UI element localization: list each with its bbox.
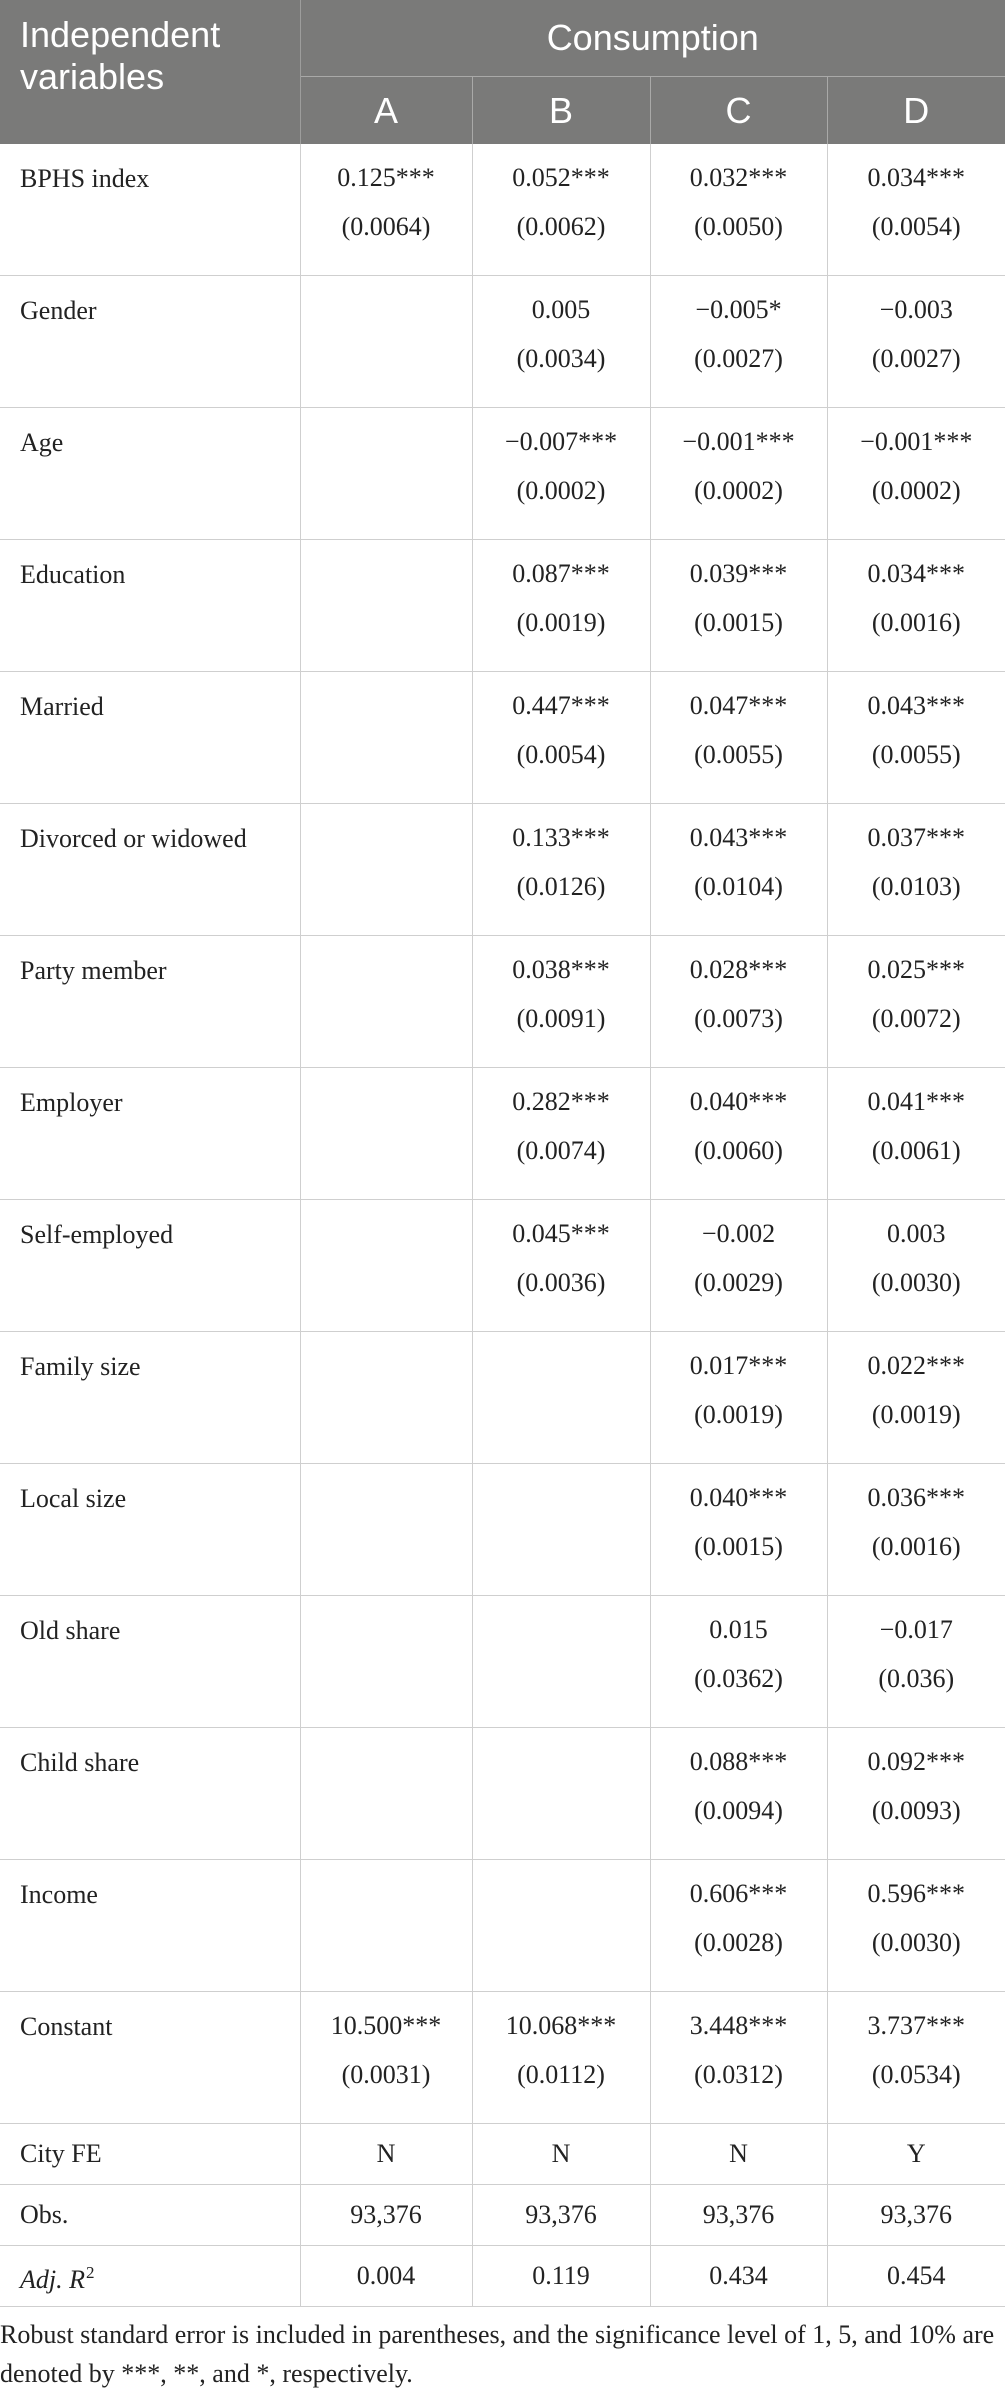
coefficient: 0.034*** (828, 164, 1005, 192)
standard-error: (0.0019) (828, 1401, 1005, 1429)
coefficient: 0.045*** (473, 1220, 650, 1248)
row-label: Obs. (0, 2185, 300, 2246)
table-row (0, 1860, 1005, 1992)
table-cell-d (827, 936, 1005, 1068)
table-row (0, 2185, 1005, 2246)
standard-error: (0.0028) (651, 1929, 827, 1957)
coefficient: −0.007*** (473, 428, 650, 456)
row-label: Local size (0, 1464, 300, 1596)
table-cell-c (650, 936, 827, 1068)
table-cell-a (300, 1596, 472, 1728)
standard-error: (0.0312) (651, 2061, 827, 2089)
coefficient: −0.001*** (651, 428, 827, 456)
standard-error: (0.0027) (651, 345, 827, 373)
coefficient: 0.034*** (828, 560, 1005, 588)
coefficient: 0.133*** (473, 824, 650, 852)
table-cell-d (827, 276, 1005, 408)
coefficient: 0.125*** (301, 164, 472, 192)
table-cell-b (472, 144, 650, 276)
coefficient: 0.092*** (828, 1748, 1005, 1776)
table-cell-c: 0.434 (650, 2246, 827, 2307)
row-label: Employer (0, 1068, 300, 1200)
standard-error: (0.0055) (828, 741, 1005, 769)
row-label: Party member (0, 936, 300, 1068)
table-row (0, 276, 1005, 408)
coefficient: 10.500*** (301, 2012, 472, 2040)
table-cell-a (300, 1860, 472, 1992)
table-cell-c (650, 1332, 827, 1464)
table-cell-b (472, 1992, 650, 2124)
standard-error: (0.0061) (828, 1137, 1005, 1165)
table-cell-a: 93,376 (300, 2185, 472, 2246)
coefficient: 0.039*** (651, 560, 827, 588)
row-label: BPHS index (0, 144, 300, 276)
coefficient: 3.737*** (828, 2012, 1005, 2040)
column-header-b: B (472, 77, 650, 145)
table-cell-b (472, 540, 650, 672)
table-cell-c (650, 144, 827, 276)
coefficient: 0.052*** (473, 164, 650, 192)
table-cell-a (300, 144, 472, 276)
row-label (0, 2246, 300, 2307)
table-cell-d (827, 1992, 1005, 2124)
table-cell-d (827, 804, 1005, 936)
table-cell-a (300, 1464, 472, 1596)
table-row (0, 2124, 1005, 2185)
row-label: Education (0, 540, 300, 672)
standard-error: (0.0019) (651, 1401, 827, 1429)
standard-error: (0.0016) (828, 609, 1005, 637)
coefficient: 0.036*** (828, 1484, 1005, 1512)
table-row (0, 2246, 1005, 2307)
table-cell-c (650, 804, 827, 936)
table-cell-a (300, 1200, 472, 1332)
table-row (0, 936, 1005, 1068)
coefficient: 0.028*** (651, 956, 827, 984)
table-cell-d (827, 672, 1005, 804)
coefficient: 0.043*** (828, 692, 1005, 720)
table-row (0, 540, 1005, 672)
coefficient: 0.606*** (651, 1880, 827, 1908)
coefficient: 0.032*** (651, 164, 827, 192)
table-row (0, 1596, 1005, 1728)
column-header-c: C (650, 77, 827, 145)
table-cell-d: 0.454 (827, 2246, 1005, 2307)
coefficient: 3.448*** (651, 2012, 827, 2040)
table-header (0, 0, 1005, 144)
table-row (0, 1464, 1005, 1596)
standard-error: (0.0093) (828, 1797, 1005, 1825)
table-cell-b (472, 1068, 650, 1200)
row-label: Family size (0, 1332, 300, 1464)
table-cell-c (650, 408, 827, 540)
table-cell-a (300, 276, 472, 408)
standard-error: (0.0094) (651, 1797, 827, 1825)
table-row (0, 1068, 1005, 1200)
coefficient: 0.017*** (651, 1352, 827, 1380)
coefficient: 0.022*** (828, 1352, 1005, 1380)
table-cell-c (650, 540, 827, 672)
coefficient: 10.068*** (473, 2012, 650, 2040)
table-cell-b (472, 408, 650, 540)
table-body (0, 144, 1005, 2307)
table-cell-c (650, 1596, 827, 1728)
standard-error: (0.0016) (828, 1533, 1005, 1561)
table-cell-b: 0.119 (472, 2246, 650, 2307)
table-cell-c (650, 1860, 827, 1992)
table-cell-b (472, 1464, 650, 1596)
standard-error: (0.0112) (473, 2061, 650, 2089)
table-cell-d (827, 1200, 1005, 1332)
independent-variables-header: Independent variables (0, 0, 300, 144)
table-cell-b (472, 672, 650, 804)
table-row (0, 1332, 1005, 1464)
standard-error: (0.0036) (473, 1269, 650, 1297)
standard-error: (0.0054) (828, 213, 1005, 241)
coefficient: −0.003 (828, 296, 1005, 324)
coefficient: 0.047*** (651, 692, 827, 720)
coefficient: 0.596*** (828, 1880, 1005, 1908)
table-cell-c (650, 276, 827, 408)
table-row (0, 408, 1005, 540)
standard-error: (0.0091) (473, 1005, 650, 1033)
standard-error: (0.0030) (828, 1929, 1005, 1957)
coefficient: −0.005* (651, 296, 827, 324)
table-cell-b (472, 804, 650, 936)
standard-error: (0.0029) (651, 1269, 827, 1297)
table-cell-c: N (650, 2124, 827, 2185)
table-cell-b: N (472, 2124, 650, 2185)
table-cell-a (300, 1068, 472, 1200)
row-label: Old share (0, 1596, 300, 1728)
table-cell-a (300, 1728, 472, 1860)
standard-error: (0.0015) (651, 1533, 827, 1561)
coefficient: 0.040*** (651, 1088, 827, 1116)
table-row (0, 672, 1005, 804)
table-cell-d (827, 1464, 1005, 1596)
coefficient: 0.043*** (651, 824, 827, 852)
adj-r2-label: Adj. R (20, 2265, 85, 2294)
row-label: Income (0, 1860, 300, 1992)
table-cell-b (472, 936, 650, 1068)
standard-error: (0.0064) (301, 213, 472, 241)
table-footnote: Robust standard error is included in parentheses, and the significance level of 1, 5, and 10% are denoted by ***, **, and *, respectively. (0, 2307, 1005, 2393)
standard-error: (0.0060) (651, 1137, 827, 1165)
standard-error: (0.0103) (828, 873, 1005, 901)
table-cell-b (472, 1332, 650, 1464)
standard-error: (0.0050) (651, 213, 827, 241)
column-header-d: D (827, 77, 1005, 145)
standard-error: (0.0034) (473, 345, 650, 373)
table-cell-d: Y (827, 2124, 1005, 2185)
table-cell-a (300, 1992, 472, 2124)
table-cell-c: 93,376 (650, 2185, 827, 2246)
standard-error: (0.0019) (473, 609, 650, 637)
table-cell-d (827, 1332, 1005, 1464)
row-label: Gender (0, 276, 300, 408)
table-row (0, 144, 1005, 276)
table-cell-a (300, 936, 472, 1068)
coefficient: 0.015 (651, 1616, 827, 1644)
table-cell-a: N (300, 2124, 472, 2185)
standard-error: (0.0072) (828, 1005, 1005, 1033)
coefficient: 0.037*** (828, 824, 1005, 852)
row-label: Married (0, 672, 300, 804)
table-cell-b (472, 1200, 650, 1332)
table-cell-b: 93,376 (472, 2185, 650, 2246)
table-cell-a (300, 1332, 472, 1464)
coefficient: 0.041*** (828, 1088, 1005, 1116)
coefficient: 0.447*** (473, 692, 650, 720)
table-cell-a: 0.004 (300, 2246, 472, 2307)
table-cell-a (300, 672, 472, 804)
table-cell-b (472, 1860, 650, 1992)
table-cell-c (650, 672, 827, 804)
standard-error: (0.0002) (473, 477, 650, 505)
standard-error: (0.0534) (828, 2061, 1005, 2089)
standard-error: (0.0362) (651, 1665, 827, 1693)
standard-error: (0.0002) (828, 477, 1005, 505)
standard-error: (0.0015) (651, 609, 827, 637)
coefficient: −0.002 (651, 1220, 827, 1248)
table-cell-a (300, 540, 472, 672)
table-cell-c (650, 1992, 827, 2124)
standard-error: (0.0055) (651, 741, 827, 769)
coefficient: 0.005 (473, 296, 650, 324)
table-row (0, 1200, 1005, 1332)
table-cell-b (472, 276, 650, 408)
coefficient: 0.087*** (473, 560, 650, 588)
coefficient: 0.088*** (651, 1748, 827, 1776)
standard-error: (0.0073) (651, 1005, 827, 1033)
column-header-a: A (300, 77, 472, 145)
table-cell-d (827, 1728, 1005, 1860)
table-cell-c (650, 1728, 827, 1860)
coefficient: 0.038*** (473, 956, 650, 984)
standard-error: (0.0054) (473, 741, 650, 769)
row-label: Divorced or widowed (0, 804, 300, 936)
coefficient: 0.003 (828, 1220, 1005, 1248)
table-cell-c (650, 1464, 827, 1596)
table-cell-d (827, 1596, 1005, 1728)
standard-error: (0.0002) (651, 477, 827, 505)
table-row (0, 804, 1005, 936)
coefficient: 0.282*** (473, 1088, 650, 1116)
adj-r2-superscript: 2 (86, 2263, 95, 2282)
table-cell-d (827, 540, 1005, 672)
table-cell-a (300, 804, 472, 936)
table-cell-d (827, 1068, 1005, 1200)
row-label: City FE (0, 2124, 300, 2185)
coefficient: −0.001*** (828, 428, 1005, 456)
table-cell-d (827, 408, 1005, 540)
consumption-group-header: Consumption (300, 0, 1005, 77)
table-cell-b (472, 1596, 650, 1728)
standard-error: (0.0027) (828, 345, 1005, 373)
standard-error: (0.0104) (651, 873, 827, 901)
standard-error: (0.0074) (473, 1137, 650, 1165)
table-cell-c (650, 1068, 827, 1200)
table-cell-a (300, 408, 472, 540)
standard-error: (0.0062) (473, 213, 650, 241)
coefficient: 0.025*** (828, 956, 1005, 984)
coefficient: −0.017 (828, 1616, 1005, 1644)
table-cell-c (650, 1200, 827, 1332)
table-row (0, 1728, 1005, 1860)
table-cell-b (472, 1728, 650, 1860)
row-label: Constant (0, 1992, 300, 2124)
table-cell-d: 93,376 (827, 2185, 1005, 2246)
standard-error: (0.0031) (301, 2061, 472, 2089)
standard-error: (0.0126) (473, 873, 650, 901)
standard-error: (0.0030) (828, 1269, 1005, 1297)
row-label: Child share (0, 1728, 300, 1860)
table-cell-d (827, 144, 1005, 276)
table-cell-d (827, 1860, 1005, 1992)
row-label: Self-employed (0, 1200, 300, 1332)
coefficient: 0.040*** (651, 1484, 827, 1512)
standard-error: (0.036) (828, 1665, 1005, 1693)
row-label: Age (0, 408, 300, 540)
table-row (0, 1992, 1005, 2124)
